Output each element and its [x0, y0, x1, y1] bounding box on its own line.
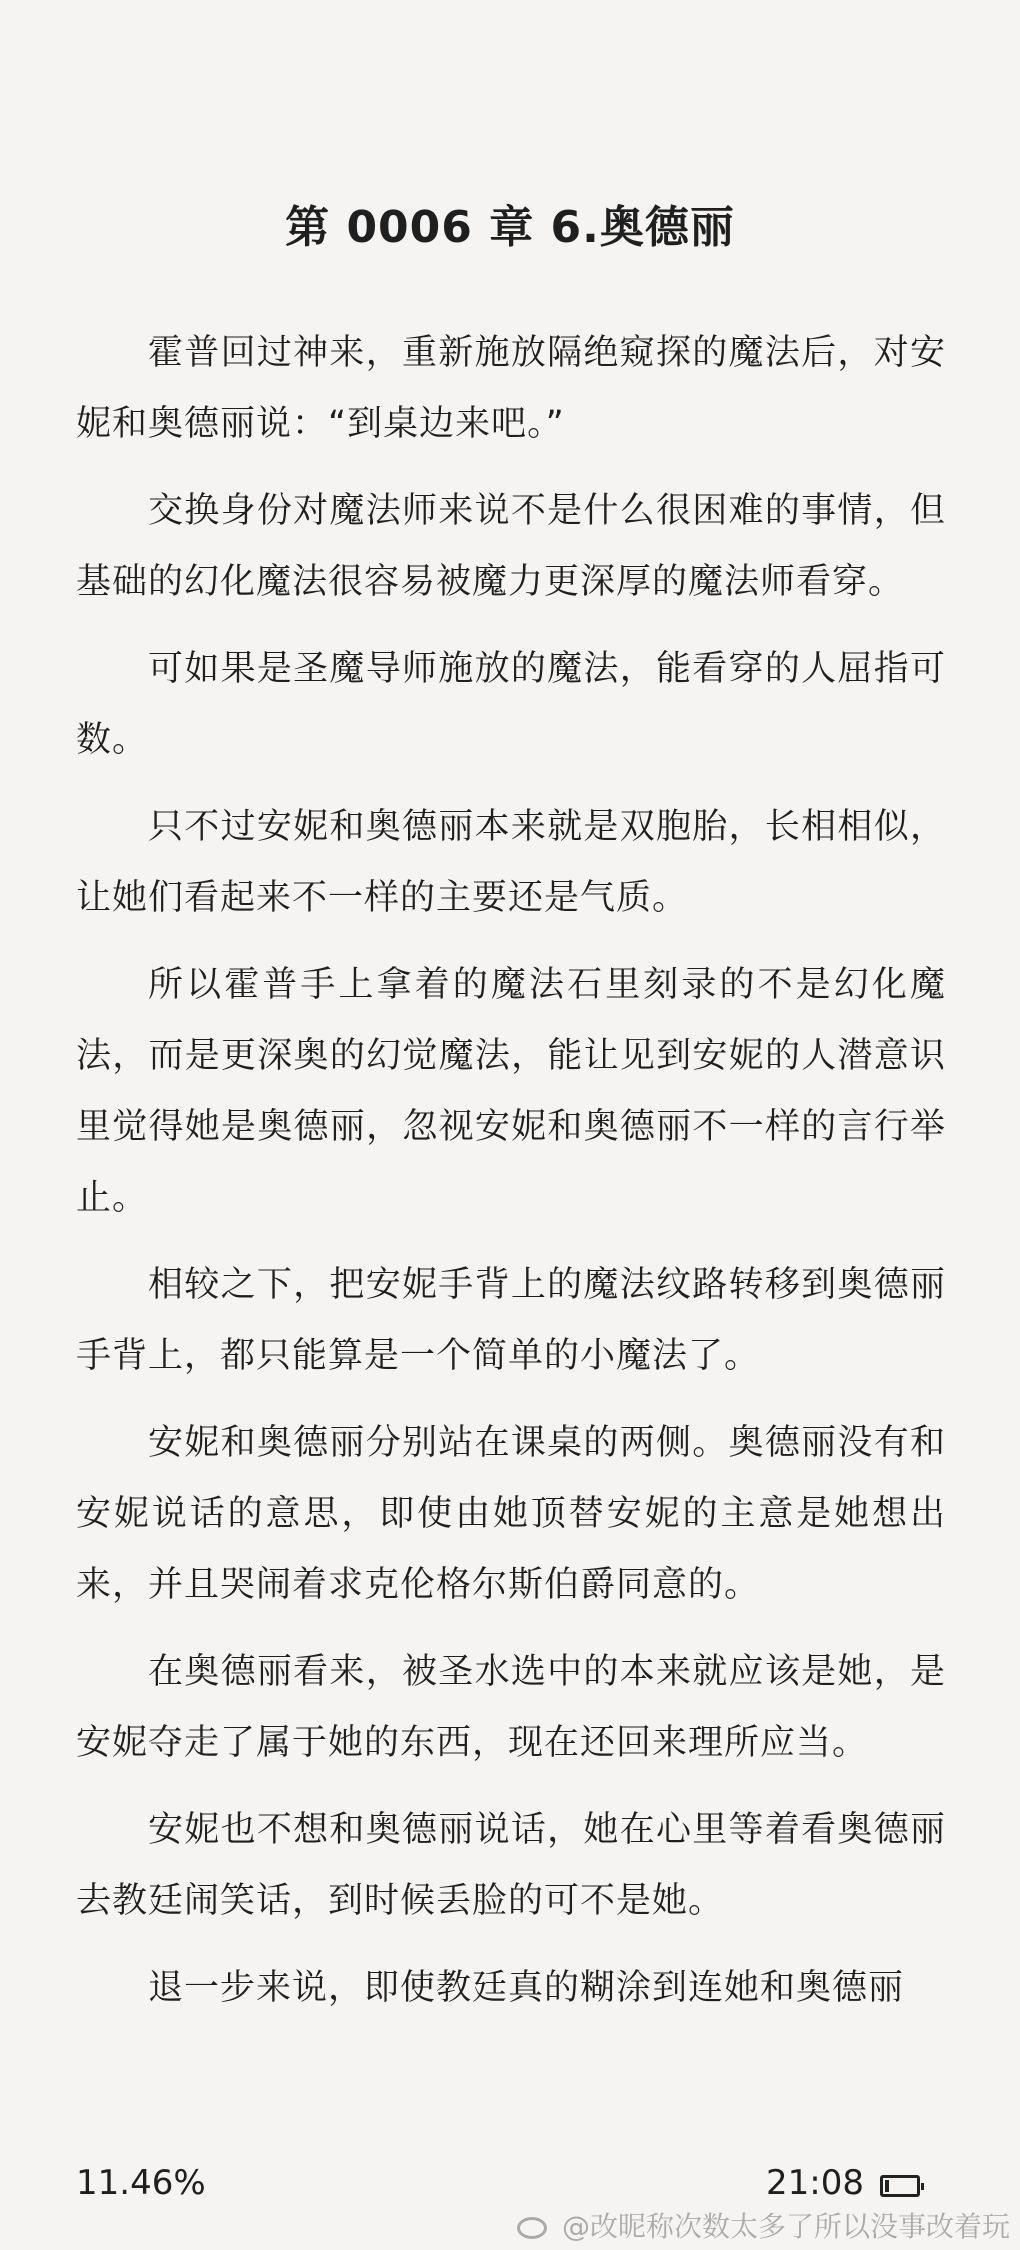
paragraph-9: 安妮也不想和奥德丽说话，她在心里等着看奥德丽去教廷闹笑话，到时候丢脸的可不是她。 — [76, 1810, 946, 1921]
weibo-watermark — [517, 2205, 1010, 2245]
chapter-content[interactable] — [76, 318, 946, 2040]
paragraph-5: 所以霍普手上拿着的魔法石里刻录的不是幻化魔法，而是更深奥的幻觉魔法，能让见到安妮的人潜意识里觉得她是奥德丽，忽视安妮和奥德丽不一样的言行举止。 — [76, 965, 946, 1218]
paragraph-7: 安妮和奥德丽分别站在课桌的两侧。奥德丽没有和安妮说话的意思，即使由她顶替安妮的主意是她想出来，并且哭闹着求克伦格尔斯伯爵同意的。 — [76, 1423, 946, 1605]
battery-level — [885, 2180, 889, 2192]
paragraph-8: 在奥德丽看来，被圣水选中的本来就应该是她，是安妮夺走了属于她的东西，现在还回来理所应当。 — [76, 1652, 946, 1763]
clock: 21:08 — [766, 2163, 864, 2203]
weibo-icon — [517, 2217, 547, 2239]
battery-icon — [880, 2175, 920, 2197]
reading-progress: 11.46% — [76, 2163, 206, 2203]
paragraph-1: 霍普回过神来，重新施放隔绝窥探的魔法后，对安妮和奥德丽说：“到桌边来吧。” — [76, 333, 946, 444]
paragraph-2: 交换身份对魔法师来说不是什么很困难的事情，但基础的幻化魔法很容易被魔力更深厚的魔法师看穿。 — [76, 491, 946, 602]
paragraph-3: 可如果是圣魔导师施放的魔法，能看穿的人屈指可数。 — [76, 649, 946, 760]
paragraph-10: 退一步来说，即使教廷真的糊涂到连她和奥德丽 — [148, 1968, 905, 2008]
chapter-title: 第 0006 章 6.奥德丽 — [285, 202, 735, 253]
paragraph-4: 只不过安妮和奥德丽本来就是双胞胎，长相相似，让她们看起来不一样的主要还是气质。 — [76, 807, 946, 918]
paragraph-6: 相较之下，把安妮手背上的魔法纹路转移到奥德丽手背上，都只能算是一个简单的小魔法了。 — [76, 1265, 946, 1376]
watermark-text: @改昵称次数太多了所以没事改着玩 — [561, 2210, 1010, 2243]
